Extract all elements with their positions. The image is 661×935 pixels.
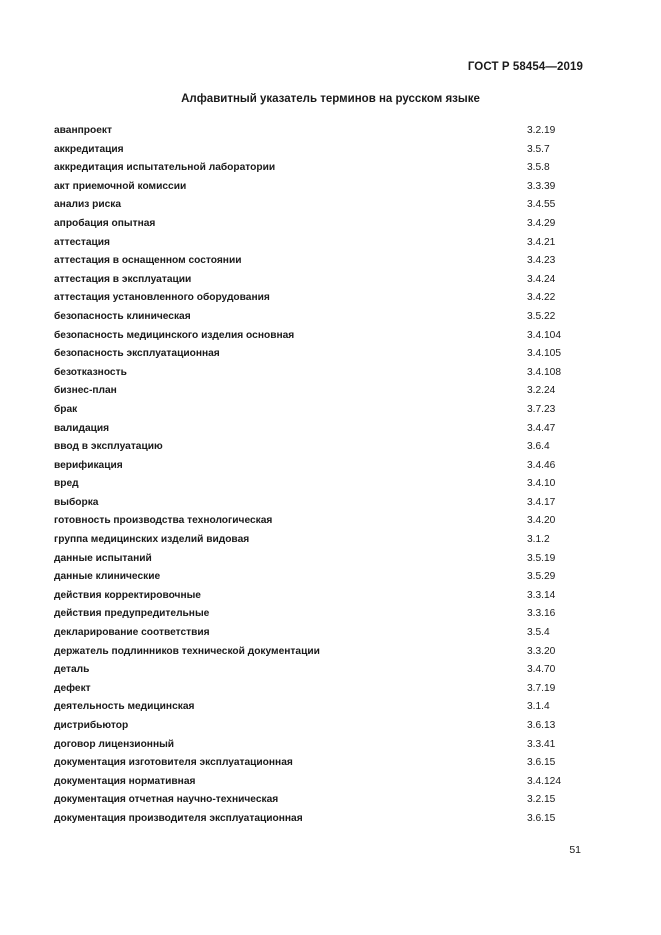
index-entry <box>54 774 584 793</box>
index-reference: 3.4.104 <box>527 329 561 341</box>
index-entry <box>54 160 584 179</box>
index-reference: 3.5.29 <box>527 571 556 583</box>
index-entry <box>54 253 584 272</box>
index-reference: 3.4.47 <box>527 422 556 434</box>
index-term: аттестация в эксплуатации <box>54 273 192 285</box>
index-reference: 3.4.10 <box>527 478 556 490</box>
index-term: аттестация в оснащенном состоянии <box>54 255 242 267</box>
index-entry <box>54 216 584 235</box>
index-reference: 3.4.17 <box>527 496 556 508</box>
index-entry <box>54 272 584 291</box>
index-reference: 3.3.20 <box>527 645 556 657</box>
index-entry <box>54 476 584 495</box>
index-reference: 3.6.4 <box>527 441 550 453</box>
index-entry <box>54 644 584 663</box>
index-title: Алфавитный указатель терминов на русском языке <box>181 93 480 105</box>
index-term: акт приемочной комиссии <box>54 180 187 192</box>
index-entry <box>54 179 584 198</box>
index-reference: 3.6.15 <box>527 757 556 769</box>
index-term: апробация опытная <box>54 217 156 229</box>
index-term: действия корректировочные <box>54 589 201 601</box>
index-entry <box>54 792 584 811</box>
index-entry <box>54 328 584 347</box>
index-entry <box>54 699 584 718</box>
index-term: готовность производства технологическая <box>54 515 273 527</box>
index-entry <box>54 551 584 570</box>
index-reference: 3.4.70 <box>527 664 556 676</box>
index-term: безопасность медицинского изделия основная <box>54 329 295 341</box>
index-entry <box>54 513 584 532</box>
index-reference: 3.4.22 <box>527 292 556 304</box>
index-reference: 3.4.55 <box>527 199 556 211</box>
index-reference: 3.1.2 <box>527 534 550 546</box>
index-entry <box>54 811 584 830</box>
index-term: документация нормативная <box>54 775 196 787</box>
index-term: данные клинические <box>54 571 161 583</box>
index-entry <box>54 383 584 402</box>
index-reference: 3.5.4 <box>527 627 550 639</box>
index-entry <box>54 197 584 216</box>
index-entry <box>54 681 584 700</box>
index-reference: 3.4.108 <box>527 366 561 378</box>
index-term: аванпроект <box>54 125 112 136</box>
index-reference: 3.2.24 <box>527 385 556 397</box>
index-entry <box>54 235 584 254</box>
index-term: дистрибьютор <box>54 720 129 731</box>
index-reference: 3.1.4 <box>527 701 550 713</box>
index-reference: 3.4.21 <box>527 236 556 248</box>
index-entry <box>54 606 584 625</box>
index-term: брак <box>54 403 78 415</box>
index-entry <box>54 123 584 142</box>
index-term: действия предупредительные <box>54 608 210 620</box>
index-term: вред <box>54 478 79 490</box>
index-entry <box>54 755 584 774</box>
index-reference: 3.6.15 <box>527 812 556 824</box>
index-reference: 3.3.16 <box>527 608 556 620</box>
index-entry <box>54 569 584 588</box>
index-term: верификация <box>54 459 123 471</box>
index-reference: 3.4.24 <box>527 273 556 285</box>
index-reference: 3.5.19 <box>527 552 556 564</box>
index-reference: 3.4.20 <box>527 515 556 527</box>
term-index-list <box>54 123 584 830</box>
index-term: аттестация <box>54 236 110 248</box>
index-term: валидация <box>54 422 110 434</box>
index-term: выборка <box>54 496 99 508</box>
index-entry <box>54 309 584 328</box>
index-reference: 3.4.29 <box>527 217 556 229</box>
index-reference: 3.7.19 <box>527 682 556 694</box>
index-term: группа медицинских изделий видовая <box>54 534 250 546</box>
index-reference: 3.4.46 <box>527 459 556 471</box>
index-reference: 3.2.19 <box>527 125 556 136</box>
index-entry <box>54 346 584 365</box>
index-entry <box>54 718 584 737</box>
index-term: аттестация установленного оборудования <box>54 292 270 304</box>
index-term: декларирование соответствия <box>54 627 210 639</box>
index-term: дефект <box>54 682 91 694</box>
index-term: ввод в эксплуатацию <box>54 441 163 453</box>
index-entry <box>54 458 584 477</box>
index-reference: 3.3.39 <box>527 180 556 192</box>
index-term: аккредитация испытательной лаборатории <box>54 162 276 174</box>
index-reference: 3.4.124 <box>527 775 561 787</box>
index-entry <box>54 737 584 756</box>
index-term: деятельность медицинская <box>54 701 195 713</box>
index-reference: 3.4.105 <box>527 348 561 360</box>
index-term: безопасность эксплуатационная <box>54 348 220 360</box>
index-term: анализ риска <box>54 199 122 211</box>
index-reference: 3.3.41 <box>527 738 556 750</box>
index-entry <box>54 365 584 384</box>
index-entry <box>54 495 584 514</box>
index-term: держатель подлинников технической документации <box>54 645 320 657</box>
index-term: документация производителя эксплуатационная <box>54 812 303 824</box>
index-term: данные испытаний <box>54 552 152 564</box>
index-term: документация изготовителя эксплуатационная <box>54 757 293 769</box>
document-code: ГОСТ Р 58454—2019 <box>467 61 583 73</box>
page-number: 51 <box>569 844 581 856</box>
index-entry <box>54 402 584 421</box>
index-entry <box>54 588 584 607</box>
index-reference: 3.6.13 <box>527 720 556 731</box>
index-entry <box>54 439 584 458</box>
index-term: бизнес-план <box>54 385 117 397</box>
index-reference: 3.5.8 <box>527 162 550 174</box>
index-term: аккредитация <box>54 143 124 155</box>
index-term: безотказность <box>54 366 127 378</box>
index-entry <box>54 290 584 309</box>
index-term: документация отчетная научно-техническая <box>54 794 279 806</box>
index-entry <box>54 532 584 551</box>
index-term: деталь <box>54 664 90 676</box>
index-reference: 3.7.23 <box>527 403 556 415</box>
index-term: безопасность клиническая <box>54 310 191 322</box>
index-reference: 3.5.7 <box>527 143 550 155</box>
index-reference: 3.3.14 <box>527 589 556 601</box>
index-entry <box>54 142 584 161</box>
index-entry <box>54 662 584 681</box>
index-reference: 3.5.22 <box>527 310 556 322</box>
index-entry <box>54 625 584 644</box>
index-reference: 3.4.23 <box>527 255 556 267</box>
index-reference: 3.2.15 <box>527 794 556 806</box>
index-term: договор лицензионный <box>54 738 175 750</box>
index-entry <box>54 421 584 440</box>
